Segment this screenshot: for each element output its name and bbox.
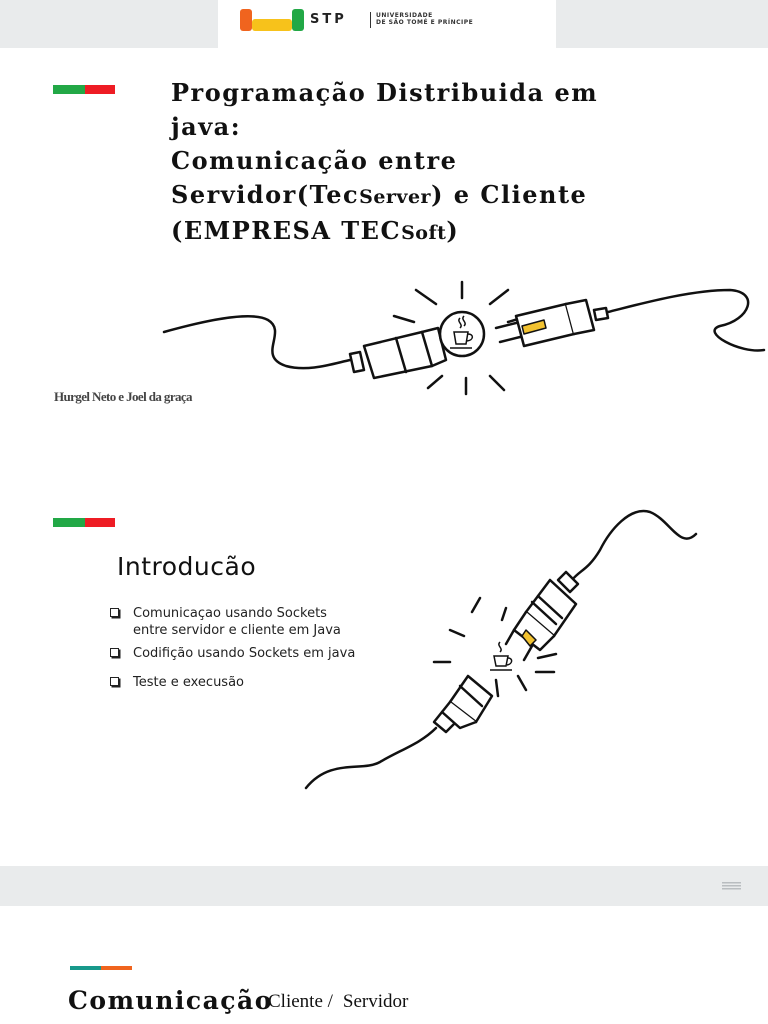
- list-item: Teste e execusão: [110, 674, 244, 691]
- list-item: Codifição usando Sockets em java: [110, 645, 355, 662]
- slide3-heading: Comunicação: [68, 986, 273, 1015]
- checkbox-bullet-icon: [110, 677, 119, 686]
- menu-lines-icon: [722, 882, 741, 890]
- plug-illustration-horizontal: [160, 270, 768, 398]
- list-item: Comunicaçao usando Sockets entre servidor e cliente em Java: [110, 605, 341, 639]
- logo-divider: [370, 12, 371, 28]
- university-logo: [218, 0, 556, 48]
- slide3-accent-bar: [70, 966, 132, 970]
- slide2-heading: Introducão: [117, 552, 257, 581]
- slide1-title: Programação Distribuida em java: Comunicação entre Servidor(TecServer) e Cliente (EMPRESA TECSoft): [171, 78, 599, 245]
- slide3-header-band: [0, 866, 768, 906]
- slide3-subheading: Cliente / Servidor: [268, 991, 409, 1012]
- checkbox-bullet-icon: [110, 608, 119, 617]
- java-cup-icon: [490, 642, 512, 670]
- logo-text: STP: [310, 12, 347, 27]
- checkbox-bullet-icon: [110, 648, 119, 657]
- logo-university-name: UNIVERSIDADE DE SÃO TOMÉ E PRÍNCIPE: [376, 12, 474, 26]
- usstp-logo-mark: [240, 9, 304, 33]
- slide1-authors: Hurgel Neto e Joel da graça: [54, 389, 192, 404]
- plug-illustration-diagonal: [300, 500, 710, 800]
